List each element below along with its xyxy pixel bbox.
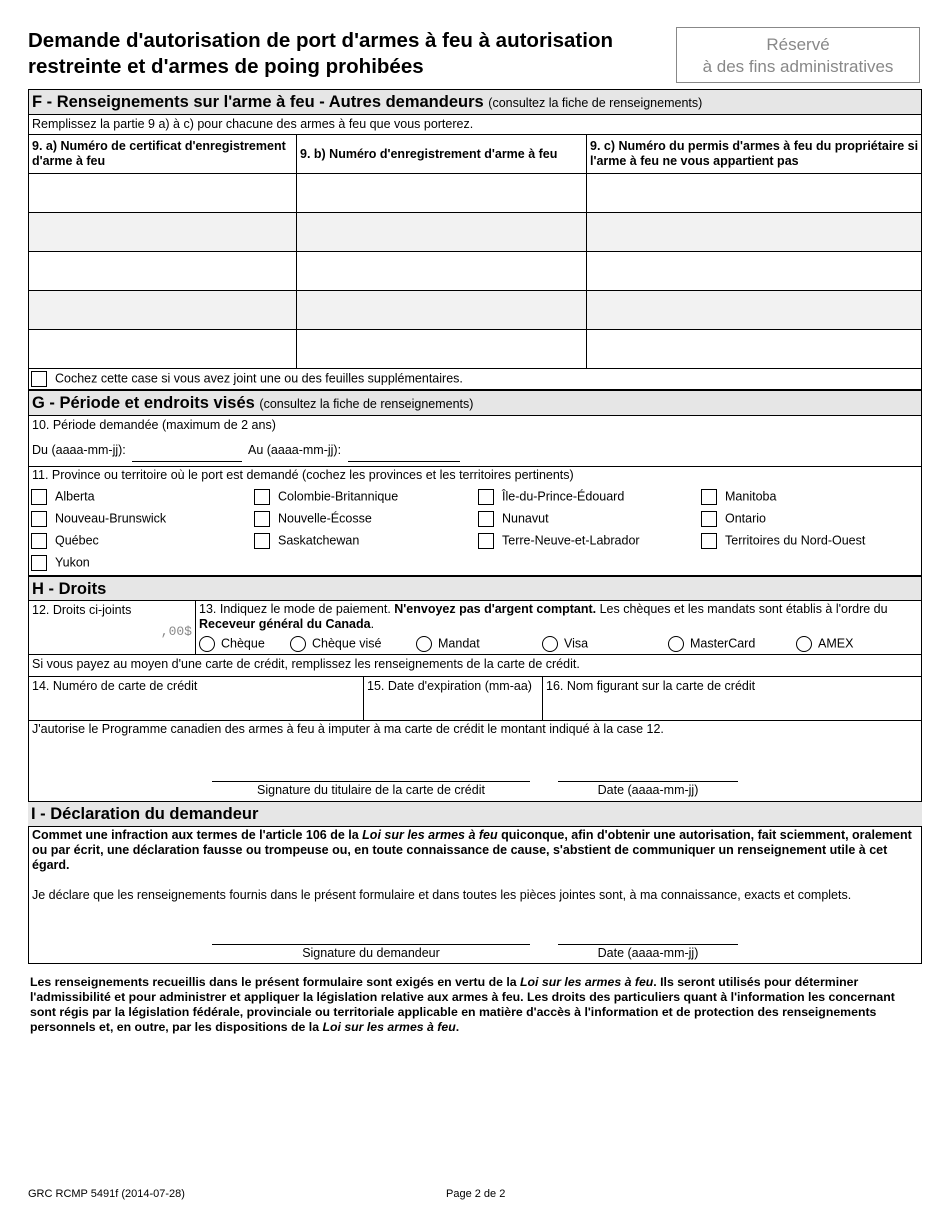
- applicant-signature-label: Signature du demandeur: [302, 946, 440, 960]
- payment-radio[interactable]: [796, 636, 812, 652]
- payment-radio[interactable]: [542, 636, 558, 652]
- to-date-field[interactable]: [348, 461, 460, 462]
- extra-sheets-label: Cochez cette case si vous avez joint une ou des feuilles supplémentaires.: [55, 371, 463, 386]
- card-name-label: 16. Nom figurant sur la carte de crédit: [546, 679, 756, 693]
- section-f-subtitle: (consultez la fiche de renseignements): [488, 96, 703, 110]
- province-label-text: Alberta: [55, 489, 95, 504]
- warning-law: Loi sur les armes à feu: [362, 828, 498, 842]
- applicant-signature-line[interactable]: [212, 944, 530, 945]
- province-item-ipe[interactable]: [478, 489, 624, 505]
- payment-option-label: Mandat: [438, 636, 480, 651]
- province-checkbox[interactable]: [254, 511, 270, 527]
- province-item-nouvelle-ecosse[interactable]: [254, 511, 372, 527]
- declaration-text: Je déclare que les renseignements fournis dans le présent formulaire et dans toutes les pièces jointes sont, à ma connaissance, exacts et complets.: [32, 888, 852, 902]
- payment-instruction-pre: 13. Indiquez le mode de paiement.: [199, 602, 391, 616]
- extra-sheets-row: [31, 371, 463, 387]
- province-item-manitoba[interactable]: [701, 489, 776, 505]
- province-label-text: Québec: [55, 533, 99, 548]
- expiry-label: 15. Date d'expiration (mm-aa): [367, 679, 532, 693]
- section-h-heading: [29, 577, 921, 600]
- from-date-field[interactable]: [132, 461, 242, 462]
- payment-instruction-post: Les chèques et les mandats sont établis à l'ordre du: [599, 602, 888, 616]
- applicant-date-line[interactable]: [558, 944, 738, 945]
- privacy-end: .: [455, 1020, 460, 1034]
- province-label-text: Terre-Neuve-et-Labrador: [502, 533, 640, 548]
- table-row[interactable]: [28, 252, 922, 290]
- payee-name: Receveur général du Canada: [199, 617, 371, 631]
- province-checkbox[interactable]: [254, 489, 270, 505]
- province-label-text: Ontario: [725, 511, 766, 526]
- payment-instruction-bold: N'envoyez pas d'argent comptant.: [394, 602, 597, 616]
- section-i-title: I - Déclaration du demandeur: [31, 805, 259, 823]
- section-g-heading: [29, 391, 921, 415]
- province-checkbox[interactable]: [701, 489, 717, 505]
- privacy-law-1: Loi sur les armes à feu: [520, 975, 654, 989]
- province-label-text: Colombie-Britannique: [278, 489, 399, 504]
- province-checkbox[interactable]: [701, 533, 717, 549]
- privacy-law-2: Loi sur les armes à feu: [322, 1020, 456, 1034]
- section-g-subtitle: (consultez la fiche de renseignements): [259, 397, 474, 411]
- card-number-label: 14. Numéro de carte de crédit: [32, 679, 198, 693]
- table-row[interactable]: [29, 291, 921, 329]
- province-label: 11. Province ou territoire où le port est demandé (cochez les provinces et les territoires pertinents): [32, 468, 574, 482]
- table-row[interactable]: [28, 173, 922, 212]
- province-item-quebec[interactable]: [31, 533, 99, 549]
- payment-option-label: Chèque: [221, 636, 265, 651]
- privacy-pre: Les renseignements recueillis dans le présent formulaire sont exigés en vertu de la: [30, 975, 521, 989]
- payment-cheque[interactable]: [199, 636, 265, 652]
- province-checkbox[interactable]: [31, 555, 47, 571]
- section-i-heading: [28, 802, 922, 826]
- privacy-mid: . Ils seront utilisés pour déterminer l'admissibilité et pour administrer et appliquer la législation relative aux armes à feu. Les droits des particuliers quant à l'information les concernant sont régis par la législation fédérale, provinciale ou territoriale applicable en matière d'accès à l'information et de protection des renseignements personnels et, en outre, par les dispositions de la: [30, 975, 895, 1034]
- card-name-field[interactable]: [544, 694, 920, 718]
- declaration-warning: [32, 828, 916, 873]
- payment-option-label: AMEX: [818, 636, 854, 651]
- province-label-text: Territoires du Nord-Ouest: [725, 533, 866, 548]
- payment-instruction: [199, 602, 919, 632]
- province-checkbox[interactable]: [478, 533, 494, 549]
- payment-option-label: Chèque visé: [312, 636, 382, 651]
- payment-visa[interactable]: [542, 636, 588, 652]
- to-date-label: Au (aaaa-mm-jj):: [248, 443, 342, 457]
- from-date-label: Du (aaaa-mm-jj):: [32, 443, 126, 457]
- fees-amount-field[interactable]: ,00$: [160, 624, 192, 639]
- province-item-saskatchewan[interactable]: [254, 533, 359, 549]
- warning-pre: Commet une infraction aux termes de l'article 106 de la: [32, 828, 363, 842]
- col-header-registration: 9. b) Numéro d'enregistrement d'arme à feu: [300, 147, 558, 161]
- province-label-text: Nunavut: [502, 511, 549, 526]
- payment-cheque-vise[interactable]: [290, 636, 382, 652]
- page-number: Page 2 de 2: [446, 1188, 506, 1200]
- section-f-heading: [29, 90, 921, 114]
- authorize-text: J'autorise le Programme canadien des armes à feu à imputer à ma carte de crédit le montant indiqué à la case 12.: [32, 722, 664, 736]
- admin-line-2: à des fins administratives: [702, 57, 894, 76]
- payment-radio[interactable]: [416, 636, 432, 652]
- fees-label: 12. Droits ci-joints: [32, 603, 132, 617]
- payment-mandat[interactable]: [416, 636, 480, 652]
- province-label-text: Saskatchewan: [278, 533, 360, 548]
- province-label-text: Île-du-Prince-Édouard: [502, 489, 625, 504]
- province-checkbox[interactable]: [478, 489, 494, 505]
- cardholder-signature-label: Signature du titulaire de la carte de crédit: [257, 783, 485, 797]
- province-checkbox[interactable]: [478, 511, 494, 527]
- province-checkbox[interactable]: [31, 533, 47, 549]
- payment-amex[interactable]: [796, 636, 853, 652]
- province-label-text: Yukon: [55, 555, 90, 570]
- province-item-yukon[interactable]: [31, 555, 90, 571]
- payment-option-label: Visa: [564, 636, 589, 651]
- period-label: 10. Période demandée (maximum de 2 ans): [32, 418, 276, 432]
- col-header-certificate: 9. a) Numéro de certificat d'enregistrement d'arme à feu: [32, 139, 286, 168]
- section-f-instruction: Remplissez la partie 9 a) à c) pour chacune des armes à feu que vous porterez.: [32, 117, 474, 131]
- expiry-field[interactable]: [365, 694, 539, 718]
- payee-end: .: [370, 617, 375, 631]
- card-date-label: Date (aaaa-mm-jj): [597, 783, 699, 797]
- admin-use-box: [676, 27, 920, 83]
- province-item-ontario[interactable]: [701, 511, 766, 527]
- admin-line-1: Réservé: [766, 35, 830, 54]
- form-title: Demande d'autorisation de port d'armes à feu à autorisation restreinte et d'armes de poing prohibées: [28, 29, 614, 78]
- province-item-tno[interactable]: [701, 533, 865, 549]
- payment-radio[interactable]: [199, 636, 215, 652]
- privacy-notice: [30, 975, 910, 1035]
- col-header-owner-permit: 9. c) Numéro du permis d'armes à feu du propriétaire si l'arme à feu ne vous appartient pas: [590, 139, 919, 168]
- province-item-alberta[interactable]: [31, 489, 95, 505]
- section-g-title: G - Période et endroits visés: [32, 394, 255, 412]
- payment-mastercard[interactable]: [668, 636, 755, 652]
- payment-radio[interactable]: [668, 636, 684, 652]
- warning-post: quiconque, afin d'obtenir une autorisation, fait sciemment, oralement ou par écrit, une déclaration fausse ou trompeuse ou, en toute connaissance de cause, s'abstient de communiquer un renseignement utile à cet égard.: [32, 828, 912, 872]
- extra-sheets-checkbox[interactable]: [31, 371, 47, 387]
- section-f-title: F - Renseignements sur l'arme à feu - Autres demandeurs: [32, 93, 484, 111]
- province-item-nunavut[interactable]: [478, 511, 549, 527]
- province-checkbox[interactable]: [31, 489, 47, 505]
- province-checkbox[interactable]: [701, 511, 717, 527]
- payment-radio[interactable]: [290, 636, 306, 652]
- card-number-field[interactable]: [30, 694, 360, 718]
- applicant-date-label: Date (aaaa-mm-jj): [597, 946, 699, 960]
- province-label-text: Nouvelle-Écosse: [278, 511, 372, 526]
- payment-option-label: MasterCard: [690, 636, 756, 651]
- section-h-title: H - Droits: [32, 580, 107, 598]
- province-checkbox[interactable]: [254, 533, 270, 549]
- table-row[interactable]: [29, 213, 921, 251]
- province-item-colombie-britannique[interactable]: [254, 489, 398, 505]
- card-instruction: Si vous payez au moyen d'une carte de crédit, remplissez les renseignements de la carte de crédit.: [32, 657, 580, 671]
- form-code: GRC RCMP 5491f (2014-07-28): [28, 1188, 185, 1200]
- table-row[interactable]: [28, 330, 922, 368]
- province-checkbox[interactable]: [31, 511, 47, 527]
- province-item-nouveau-brunswick[interactable]: [31, 511, 166, 527]
- card-date-line[interactable]: [558, 781, 738, 782]
- province-item-terre-neuve[interactable]: [478, 533, 640, 549]
- province-label-text: Manitoba: [725, 489, 777, 504]
- cardholder-signature-line[interactable]: [212, 781, 530, 782]
- province-label-text: Nouveau-Brunswick: [55, 511, 167, 526]
